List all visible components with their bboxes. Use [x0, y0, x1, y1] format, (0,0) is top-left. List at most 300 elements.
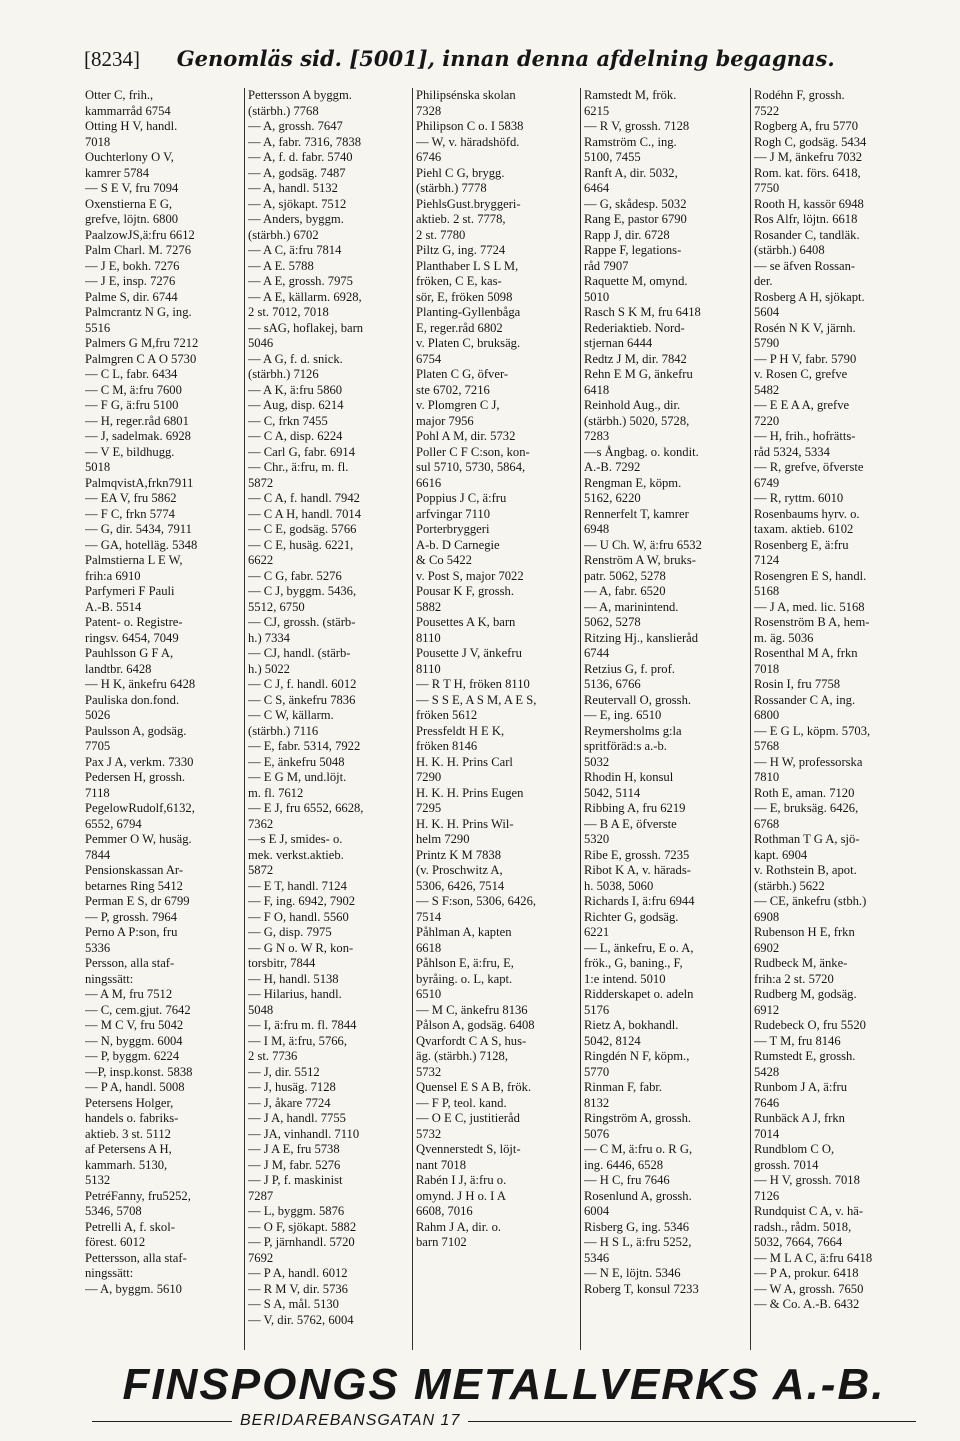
directory-entry: 7290 — [416, 770, 442, 784]
directory-entry: 8110 — [416, 630, 441, 645]
directory-entry: Rosenström B A, hem- — [754, 615, 870, 629]
directory-entry: omynd. J H o. I A — [416, 1188, 506, 1203]
directory-entry: taxam. aktieb. 6102 — [754, 522, 854, 536]
directory-entry: — F, ing. 6942, 7902 — [248, 894, 356, 908]
directory-entry: Pålson A, godsäg. 6408 — [416, 1018, 535, 1032]
directory-entry: 6616 — [416, 475, 442, 490]
directory-entry: af Petersens A H, — [85, 1142, 172, 1156]
directory-entry: Pauliska don.fond. — [85, 692, 180, 707]
directory-entry: 6908 — [754, 909, 780, 924]
directory-entry: — C S, änkefru 7836 — [248, 692, 356, 707]
advertisement-title: FINSPONGS METALLVERKS A.-B. — [122, 1360, 886, 1409]
directory-entry: 5872 — [248, 475, 274, 490]
directory-columns — [82, 88, 912, 1350]
directory-entry: — A E. 5788 — [248, 258, 314, 273]
directory-entry: — E E A A, grefve — [754, 398, 850, 412]
directory-entry: Redtz J M, dir. 7842 — [584, 351, 687, 366]
directory-entry: spritföräd:s a.-b. — [584, 739, 667, 753]
directory-entry: Roberg T, konsul 7233 — [584, 1281, 699, 1296]
directory-entry: h.) 5022 — [248, 661, 290, 676]
directory-entry: — A, fabr. 6520 — [584, 584, 666, 598]
directory-entry: 6800 — [754, 708, 780, 722]
directory-entry: 5336 — [85, 940, 111, 955]
directory-entry: Ros Alfr, löjtn. 6618 — [754, 212, 858, 226]
directory-entry: Rosengren E S, handl. — [754, 568, 867, 583]
directory-entry: 5100, 7455 — [584, 150, 641, 164]
directory-entry: 6744 — [584, 646, 610, 660]
directory-entry: — C G, fabr. 5276 — [248, 568, 342, 583]
directory-entry: — F G, ä:fru 5100 — [85, 398, 179, 412]
directory-entry: 5136, 6766 — [584, 677, 641, 691]
directory-column-1 — [82, 88, 245, 1350]
directory-entry: — Chr., ä:fru, m. fl. — [248, 460, 349, 474]
directory-entry: — H C, fru 7646 — [584, 1173, 670, 1187]
directory-entry: Philipsénska skolan — [416, 88, 516, 102]
directory-entry: — P H V, fabr. 5790 — [754, 351, 857, 366]
directory-entry: kammarh. 5130, — [85, 1157, 168, 1172]
directory-entry: 5320 — [584, 832, 610, 846]
directory-entry: — P, järnhandl. 5720 — [248, 1235, 355, 1249]
directory-entry: 8110 — [416, 661, 441, 676]
directory-entry: 6948 — [584, 522, 610, 536]
directory-entry: Rhodin H, konsul — [584, 770, 674, 784]
directory-entry: barn 7102 — [416, 1235, 467, 1249]
directory-entry: Poller C F C:son, kon- — [416, 444, 530, 459]
directory-entry: (v. Proschwitz A, — [416, 863, 503, 877]
directory-entry: — J M, änkefru 7032 — [754, 150, 863, 164]
directory-entry: — se äfven Rossan- — [754, 258, 856, 273]
directory-entry: — S S E, A S M, A E S, — [416, 692, 537, 707]
directory-entry: Ringdén N F, köpm., — [584, 1049, 690, 1063]
directory-entry: PaalzowJS,ä:fru 6612 — [85, 227, 195, 242]
directory-entry: råd 5324, 5334 — [754, 444, 830, 459]
directory-entry: Pettersson A byggm. — [248, 88, 352, 102]
directory-entry: — H, frih., hofrätts- — [754, 429, 856, 443]
directory-entry: —s Ångbag. o. kondit. — [584, 444, 699, 459]
directory-entry: — A G, f. d. snick. — [248, 351, 343, 366]
directory-entry: — C A H, handl. 7014 — [248, 506, 361, 521]
directory-entry: Rundquist C A, v. hä- — [754, 1204, 864, 1218]
directory-entry: — & Co. A.-B. 6432 — [754, 1297, 860, 1311]
directory-entry: helm 7290 — [416, 832, 470, 846]
directory-entry: förest. 6012 — [85, 1235, 146, 1249]
directory-entry: —s E J, smides- o. — [248, 832, 343, 846]
directory-entry: Rang E, pastor 6790 — [584, 212, 687, 226]
directory-entry: — J, åkare 7724 — [248, 1095, 331, 1110]
directory-entry: 6618 — [416, 940, 442, 955]
directory-entry: Palmcrantz N G, ing. — [85, 305, 192, 319]
directory-entry: landtbr. 6428 — [85, 661, 152, 676]
directory-entry: E, reger.råd 6802 — [416, 320, 503, 335]
directory-entry: — JA, vinhandl. 7110 — [248, 1126, 360, 1141]
directory-entry: Palmstierna L E W, — [85, 553, 183, 567]
page-reference: [8234] — [84, 47, 140, 71]
directory-entry: aktieb. 3 st. 5112 — [85, 1126, 171, 1141]
directory-entry: & Co 5422 — [416, 553, 472, 567]
directory-entry: Perman E S, dr 6799 — [85, 894, 190, 908]
directory-entry: Rogberg A, fru 5770 — [754, 119, 859, 133]
directory-entry: Renström A W, bruks- — [584, 553, 696, 567]
directory-entry: v. Rosen C, grefve — [754, 367, 848, 381]
directory-entry: 5168 — [754, 584, 780, 598]
directory-entry: 6552, 6794 — [85, 816, 142, 831]
directory-entry: — Carl G, fabr. 6914 — [248, 444, 356, 459]
directory-entry: — G, skådesp. 5032 — [584, 196, 687, 211]
directory-entry: — E, ing. 6510 — [584, 708, 662, 722]
directory-entry: — A, sjökapt. 7512 — [248, 196, 347, 211]
directory-entry: Ramström C., ing. — [584, 134, 677, 149]
directory-entry: (stärbh.) 7116 — [248, 723, 319, 738]
directory-entry: Palme S, dir. 6744 — [85, 289, 178, 304]
directory-entry: Otting H V, handl. — [85, 119, 178, 133]
directory-entry: Pax J A, verkm. 7330 — [85, 754, 194, 769]
directory-entry: 7124 — [754, 553, 780, 567]
directory-entry: — E G M, und.löjt. — [248, 770, 347, 784]
directory-entry: — A M, fru 7512 — [85, 987, 173, 1001]
divider-line — [468, 1421, 916, 1422]
directory-entry: PalmqvistA,frkn7911 — [85, 475, 194, 490]
directory-entry: — E, bruksäg. 6426, — [754, 801, 859, 815]
directory-entry: aktieb. 2 st. 7778, — [416, 212, 506, 226]
directory-entry: — O E C, justitieråd — [416, 1111, 520, 1125]
directory-entry: — S E V, fru 7094 — [85, 181, 179, 195]
directory-entry: Ribe E, grossh. 7235 — [584, 847, 690, 862]
directory-entry: — R V, grossh. 7128 — [584, 119, 690, 133]
directory-entry: — G, dir. 5434, 7911 — [85, 522, 192, 536]
directory-entry: major 7956 — [416, 413, 474, 428]
directory-entry: Rom. kat. förs. 6418, — [754, 165, 861, 180]
directory-entry: — I, ä:fru m. fl. 7844 — [248, 1018, 357, 1032]
directory-entry: Pousette J V, änkefru — [416, 646, 522, 660]
directory-entry: 2 st. 7012, 7018 — [248, 305, 329, 319]
directory-entry: Ringström A, grossh. — [584, 1111, 692, 1125]
directory-entry: Qvennerstedt S, löjt- — [416, 1142, 521, 1156]
directory-entry: 7014 — [754, 1126, 780, 1141]
directory-entry: Pensionskassan Ar- — [85, 863, 184, 877]
directory-entry: 7522 — [754, 103, 780, 118]
directory-entry: Rosin I, fru 7758 — [754, 677, 841, 691]
directory-entry: frih:a 6910 — [85, 568, 141, 583]
directory-entry: (stärbh.) 7768 — [248, 103, 319, 118]
directory-entry: 6768 — [754, 816, 780, 831]
directory-entry: 6464 — [584, 181, 610, 195]
directory-entry: Rennerfelt T, kamrer — [584, 506, 689, 521]
directory-entry: — M C, änkefru 8136 — [416, 1002, 528, 1017]
directory-entry: Rothman T G A, sjö- — [754, 832, 860, 846]
directory-entry: H. K. H. Prins Eugen — [416, 785, 524, 800]
directory-entry: Rodéhn F, grossh. — [754, 88, 845, 102]
directory-entry: — C, frkn 7455 — [248, 413, 328, 428]
directory-entry: m. fl. 7612 — [248, 785, 304, 800]
directory-entry: — A, f. d. fabr. 5740 — [248, 150, 353, 164]
directory-entry: — C M, ä:fru 7600 — [85, 382, 182, 397]
directory-entry: 7705 — [85, 739, 111, 753]
directory-entry: Påhlson E, ä:fru, E, — [416, 956, 514, 970]
directory-entry: — Aug, disp. 6214 — [248, 398, 344, 412]
directory-entry: 5132 — [85, 1173, 111, 1187]
directory-entry: Pohl A M, dir. 5732 — [416, 429, 516, 443]
directory-entry: Pemmer O W, husäg. — [85, 832, 192, 846]
directory-entry: frih:a 2 st. 5720 — [754, 971, 834, 986]
directory-entry: Rudbeck M, änke- — [754, 956, 848, 970]
directory-entry: — A, byggm. 5610 — [85, 1281, 182, 1296]
directory-entry: Rietz A, bokhandl. — [584, 1018, 679, 1032]
directory-entry: Runbäck A J, frkn — [754, 1111, 845, 1125]
directory-entry: Runbom J A, ä:fru — [754, 1080, 848, 1094]
directory-entry: 6754 — [416, 351, 442, 366]
directory-entry: Pressfeldt H E K, — [416, 723, 505, 738]
directory-entry: — Hilarius, handl. — [248, 987, 342, 1001]
page-header — [84, 46, 924, 86]
directory-entry: — A, fabr. 7316, 7838 — [248, 134, 361, 149]
directory-entry: Ribbing A, fru 6219 — [584, 801, 686, 815]
directory-entry: Platen C G, öfver- — [416, 367, 509, 381]
directory-entry: Rudebeck O, fru 5520 — [754, 1018, 866, 1032]
directory-entry: — H, reger.råd 6801 — [85, 413, 189, 428]
directory-entry: mek. verkst.aktieb. — [248, 847, 344, 862]
directory-entry: — F C, frkn 5774 — [85, 506, 175, 521]
directory-entry: — V E, bildhugg. — [85, 444, 175, 459]
directory-entry: — S F:son, 5306, 6426, — [416, 894, 537, 908]
directory-entry: 7118 — [85, 785, 110, 800]
directory-entry: 5032, 7664, 7664 — [754, 1235, 843, 1249]
directory-entry: — N, byggm. 6004 — [85, 1033, 183, 1048]
directory-entry: Rundblom C O, — [754, 1142, 835, 1156]
directory-entry: Ribot K A, v. härads- — [584, 863, 691, 877]
directory-entry: Reymersholms g:la — [584, 723, 682, 738]
directory-entry: der. — [754, 274, 773, 288]
directory-entry: 5768 — [754, 739, 780, 753]
directory-entry: Ridderskapet o. adeln — [584, 987, 694, 1001]
directory-entry: — E, änkefru 5048 — [248, 754, 345, 769]
directory-entry: Rosén N K V, järnh. — [754, 320, 856, 335]
directory-entry: Påhlman A, kapten — [416, 925, 512, 939]
directory-entry: 5176 — [584, 1002, 610, 1017]
directory-entry: Roth E, aman. 7120 — [754, 785, 855, 800]
directory-entry: 7018 — [85, 134, 111, 149]
directory-entry: — A K, ä:fru 5860 — [248, 382, 343, 397]
directory-entry: — E, fabr. 5314, 7922 — [248, 739, 361, 753]
directory-entry: Pousar K F, grossh. — [416, 584, 515, 598]
directory-entry: — H, handl. 5138 — [248, 971, 339, 986]
directory-entry: fröken 8146 — [416, 739, 478, 753]
directory-entry: — T M, fru 8146 — [754, 1033, 841, 1048]
directory-entry: 5010 — [584, 289, 610, 304]
directory-entry: stjernan 6444 — [584, 336, 653, 350]
directory-entry: — E J, fru 6552, 6628, — [248, 801, 364, 815]
directory-entry: — B A E, öfverste — [584, 816, 677, 831]
directory-entry: 6902 — [754, 940, 780, 955]
directory-entry: grefve, löjtn. 6800 — [85, 212, 179, 226]
directory-entry: handels o. fabriks- — [85, 1111, 179, 1125]
directory-entry: — C L, fabr. 6434 — [85, 367, 178, 381]
directory-entry: — J, dir. 5512 — [248, 1064, 320, 1079]
directory-entry: Rosenberg E, ä:fru — [754, 537, 849, 552]
directory-entry: Risberg G, ing. 5346 — [584, 1219, 690, 1234]
directory-entry: — R T H, fröken 8110 — [416, 677, 530, 691]
directory-entry: 6622 — [248, 553, 274, 567]
directory-entry: Rosenthal M A, frkn — [754, 646, 858, 660]
directory-entry: 5032 — [584, 754, 610, 769]
advertisement-footer — [84, 1360, 924, 1430]
directory-entry: — F P, teol. kand. — [416, 1095, 507, 1110]
directory-entry: — J A, handl. 7755 — [248, 1111, 346, 1125]
directory-entry: Rosenlund A, grossh. — [584, 1188, 692, 1203]
divider-line — [92, 1421, 232, 1422]
directory-entry: 5872 — [248, 863, 274, 877]
directory-entry: — O F, sjökapt. 5882 — [248, 1219, 357, 1234]
directory-entry: Rooth H, kassör 6948 — [754, 196, 864, 211]
directory-entry: Patent- o. Registre- — [85, 615, 183, 629]
directory-entry: Rossander C A, ing. — [754, 692, 856, 707]
directory-entry: — G, disp. 7975 — [248, 925, 332, 939]
directory-entry: — P A, handl. 5008 — [85, 1080, 185, 1094]
directory-entry: 7126 — [754, 1188, 780, 1203]
directory-entry: 2 st. 7736 — [248, 1049, 298, 1063]
directory-entry: Perno A P:son, fru — [85, 925, 178, 939]
directory-column-3 — [413, 88, 581, 1350]
directory-entry: — E T, handl. 7124 — [248, 878, 347, 893]
advertisement-address-line — [84, 1412, 924, 1430]
directory-entry: —P, insp.konst. 5838 — [85, 1064, 193, 1079]
directory-entry: frök., G, baning., F, — [584, 956, 683, 970]
directory-entry: A.-B. 7292 — [584, 460, 641, 474]
directory-entry: 5512, 6750 — [248, 599, 305, 614]
directory-entry: 5018 — [85, 460, 111, 474]
directory-entry: 6215 — [584, 103, 610, 118]
directory-entry: 6749 — [754, 475, 780, 490]
directory-entry: — A, grossh. 7647 — [248, 119, 343, 133]
directory-entry: Philipson C o. I 5838 — [416, 119, 524, 133]
directory-column-2 — [245, 88, 413, 1350]
directory-entry: Rahm J A, dir. o. — [416, 1219, 502, 1234]
directory-entry: 5882 — [416, 599, 442, 614]
directory-entry: 5076 — [584, 1126, 610, 1141]
directory-entry: A.-B. 5514 — [85, 599, 142, 614]
directory-entry: — A, godsäg. 7487 — [248, 165, 346, 180]
directory-entry: — H V, grossh. 7018 — [754, 1173, 860, 1187]
directory-entry: 6510 — [416, 987, 442, 1001]
directory-entry: torsbitr, 7844 — [248, 956, 316, 970]
directory-entry: Rudberg M, godsäg. — [754, 987, 857, 1001]
directory-entry: — H S L, ä:fru 5252, — [584, 1235, 692, 1249]
directory-entry: patr. 5062, 5278 — [584, 568, 666, 583]
directory-entry: (stärbh.) 6408 — [754, 243, 825, 257]
directory-entry: 8132 — [584, 1095, 610, 1110]
directory-entry: — A E, grossh. 7975 — [248, 274, 353, 288]
directory-entry: — R, ryttm. 6010 — [754, 491, 844, 505]
directory-entry: Paulsson A, godsäg. — [85, 723, 187, 738]
directory-entry: A-b. D Carnegie — [416, 537, 500, 552]
directory-entry: — G N o. W R, kon- — [248, 940, 354, 955]
directory-entry: Petrelli A, f. skol- — [85, 1219, 175, 1234]
directory-entry: (stärbh.) 5020, 5728, — [584, 413, 690, 428]
directory-entry: v. Plomgren C J, — [416, 398, 500, 412]
directory-entry: sul 5710, 5730, 5864, — [416, 460, 526, 474]
directory-entry: (stärbh.) 5622 — [754, 878, 825, 893]
directory-entry: Rederiaktieb. Nord- — [584, 320, 685, 335]
directory-entry: 5428 — [754, 1064, 780, 1079]
directory-entry: Planthaber L S L M, — [416, 258, 519, 273]
directory-entry: — N E, löjtn. 5346 — [584, 1266, 681, 1280]
directory-entry: Planting-Gyllenbåga — [416, 305, 521, 319]
directory-entry: — C A, disp. 6224 — [248, 429, 343, 443]
directory-entry: 7514 — [416, 909, 442, 924]
advertisement-address: BERIDAREBANSGATAN 17 — [240, 1412, 461, 1429]
directory-entry: 5604 — [754, 305, 780, 319]
directory-entry: — L, byggm. 5876 — [248, 1204, 345, 1218]
directory-entry: Richter G, godsäg. — [584, 909, 679, 924]
directory-entry: PetréFanny, fru5252, — [85, 1188, 191, 1203]
directory-entry: 6418 — [584, 382, 610, 397]
directory-entry: 5790 — [754, 336, 780, 350]
directory-entry: 7295 — [416, 801, 442, 815]
directory-entry: — F O, handl. 5560 — [248, 909, 349, 924]
directory-entry: — P, byggm. 6224 — [85, 1049, 180, 1063]
directory-entry: — V, dir. 5762, 6004 — [248, 1312, 354, 1327]
directory-entry: kamrer 5784 — [85, 165, 149, 180]
directory-entry: v. Platen C, bruksäg. — [416, 336, 521, 350]
directory-entry: Rosenbaums hyrv. o. — [754, 506, 860, 521]
directory-entry: Rehn E M G, änkefru — [584, 367, 693, 381]
directory-entry: — CJ, handl. (stärb- — [248, 646, 351, 660]
directory-entry: — J P, f. maskinist — [248, 1173, 343, 1187]
directory-entry: 5482 — [754, 382, 780, 397]
directory-entry: 5770 — [584, 1064, 610, 1079]
directory-entry: — U Ch. W, ä:fru 6532 — [584, 537, 702, 552]
directory-entry: Raquette M, omynd. — [584, 274, 688, 288]
directory-entry: — R, grefve, öfverste — [754, 460, 864, 474]
directory-entry: 6004 — [584, 1204, 610, 1218]
directory-entry: Ramstedt M, frök. — [584, 88, 677, 102]
directory-entry: 6746 — [416, 150, 442, 164]
directory-entry: — C A, f. handl. 7942 — [248, 491, 360, 505]
directory-entry: — W, v. häradshöfd. — [416, 134, 520, 149]
directory-entry: 5162, 6220 — [584, 491, 641, 505]
directory-entry: — P, grossh. 7964 — [85, 909, 178, 924]
directory-entry: v. Post S, major 7022 — [416, 568, 524, 583]
directory-entry: — C M, ä:fru o. R G, — [584, 1142, 693, 1156]
directory-entry: 7362 — [248, 816, 274, 831]
directory-entry: Persson, alla staf- — [85, 956, 175, 970]
directory-entry: — P A, prokur. 6418 — [754, 1266, 859, 1280]
directory-entry: — S A, mål. 5130 — [248, 1297, 339, 1311]
directory-entry: v. Rothstein B, apot. — [754, 863, 857, 877]
directory-entry: — R M V, dir. 5736 — [248, 1281, 348, 1296]
directory-entry: H. K. H. Prins Carl — [416, 754, 513, 769]
directory-entry: 5062, 5278 — [584, 615, 641, 629]
directory-entry: Pedersen H, grossh. — [85, 770, 186, 784]
directory-entry: — C E, godsäg. 5766 — [248, 522, 357, 536]
directory-entry: — L, änkefru, E o. A, — [584, 940, 694, 955]
directory-entry: 5048 — [248, 1002, 274, 1017]
directory-entry: nant 7018 — [416, 1157, 467, 1172]
directory-entry: Rosander C, tandläk. — [754, 227, 860, 242]
directory-entry: — M C V, fru 5042 — [85, 1018, 184, 1032]
directory-entry: Printz K M 7838 — [416, 847, 502, 862]
directory-entry: h.) 7334 — [248, 630, 290, 645]
directory-entry: 5732 — [416, 1126, 442, 1141]
directory-entry: — H K, änkefru 6428 — [85, 677, 196, 691]
directory-entry: ing. 6446, 6528 — [584, 1157, 664, 1172]
directory-entry: — J A, med. lic. 5168 — [754, 599, 865, 614]
directory-entry: Ouchterlony O V, — [85, 150, 174, 164]
directory-entry: grossh. 7014 — [754, 1157, 819, 1172]
header-note: Genomläs sid. [5001], innan denna afdelning begagnas. — [176, 46, 835, 71]
directory-entry: — A, handl. 5132 — [248, 181, 338, 195]
directory-entry: Reinhold Aug., dir. — [584, 398, 681, 412]
directory-entry: — C E, husäg. 6221, — [248, 537, 354, 552]
